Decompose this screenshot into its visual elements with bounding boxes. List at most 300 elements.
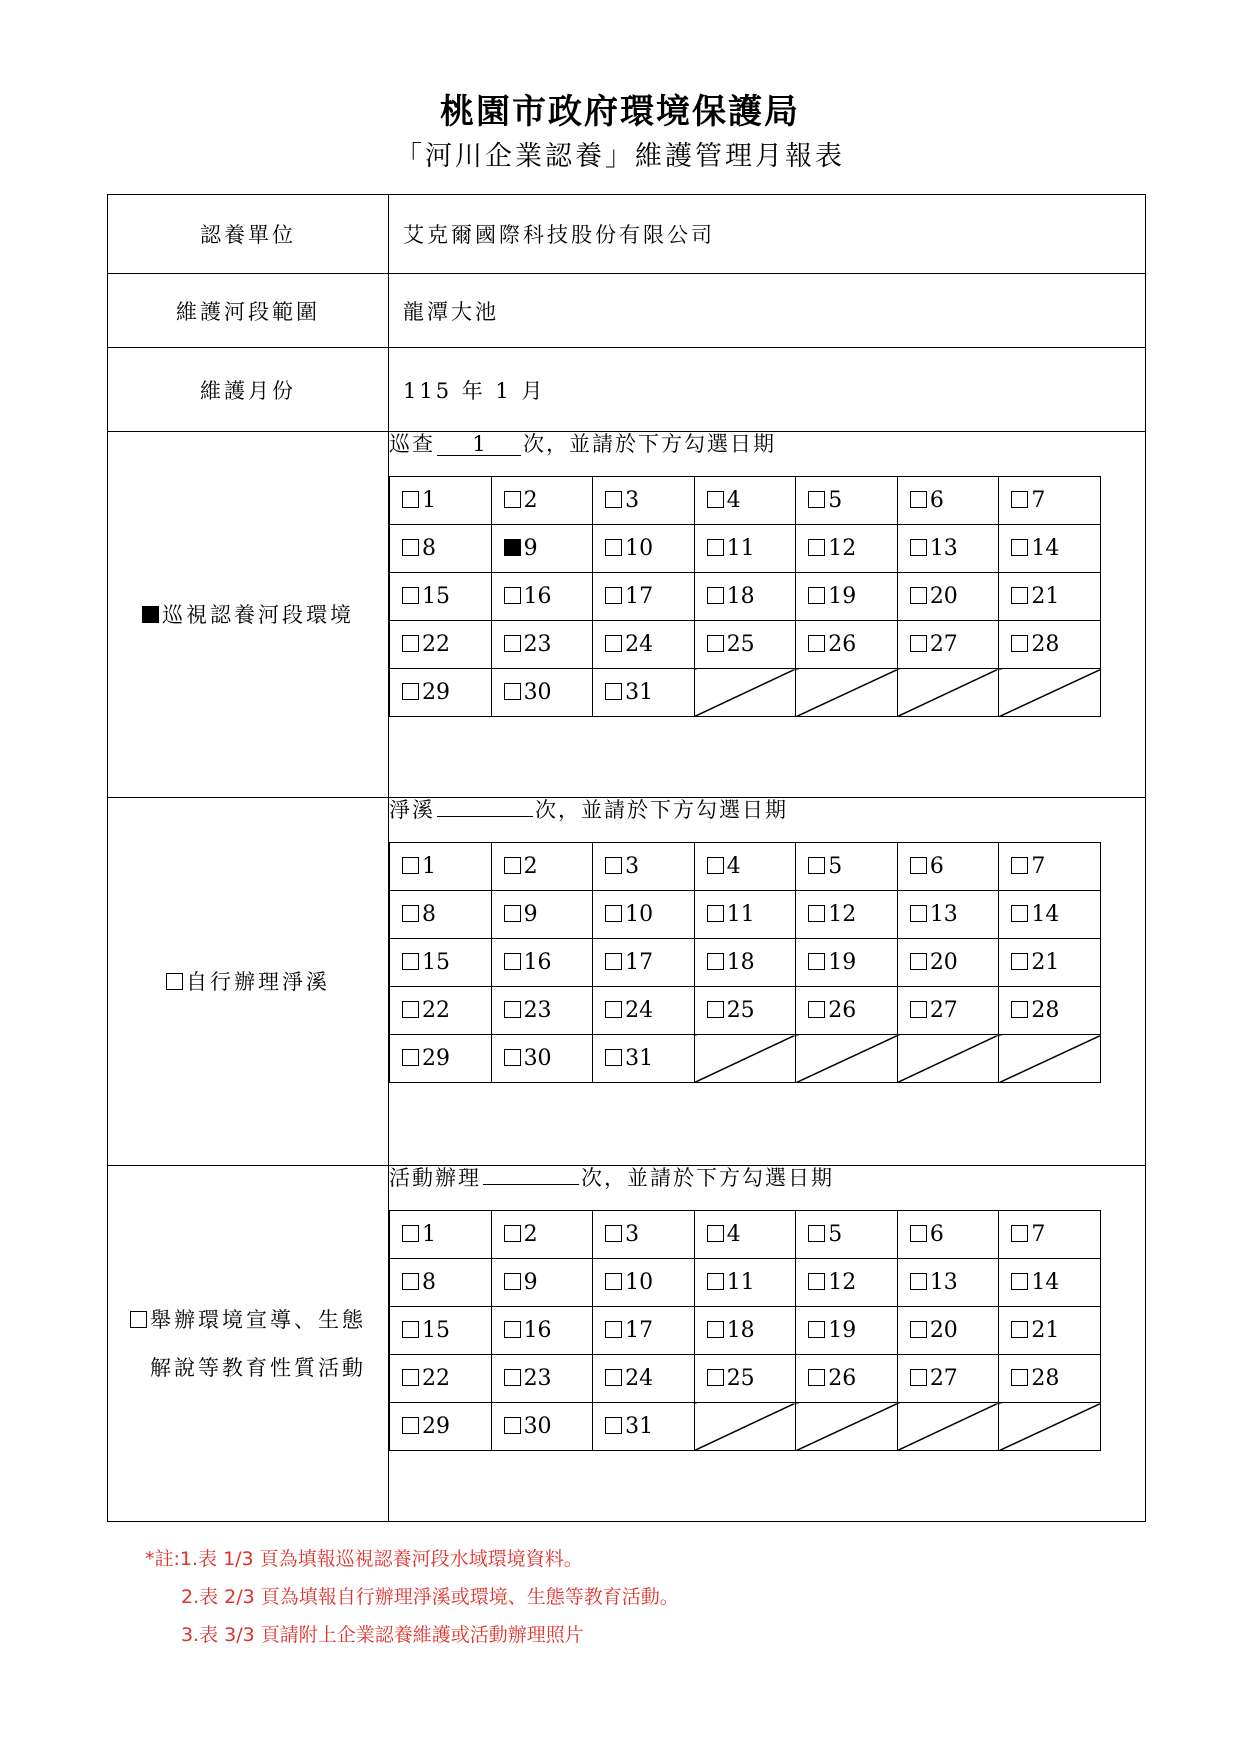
day-cell-21[interactable] [999, 1307, 1101, 1355]
day-cell-12[interactable] [796, 1259, 898, 1307]
day-cell-18[interactable] [694, 1307, 796, 1355]
day-checkbox[interactable] [605, 857, 622, 874]
day-row [390, 1035, 1101, 1083]
day-checkbox[interactable] [504, 683, 521, 700]
day-number: 7 [1031, 854, 1046, 879]
day-cell-26[interactable] [796, 621, 898, 669]
day-cell-31[interactable] [593, 1403, 695, 1451]
day-cell-22[interactable] [390, 621, 492, 669]
day-number: 16 [523, 584, 552, 609]
day-cell-2[interactable] [491, 1211, 593, 1259]
cleanup-count-field[interactable] [437, 816, 533, 817]
day-checkbox[interactable] [808, 587, 825, 604]
day-checkbox[interactable] [504, 539, 521, 556]
day-cell-25[interactable] [694, 1355, 796, 1403]
day-number: 31 [625, 1414, 654, 1439]
day-checkbox[interactable] [402, 635, 419, 652]
day-number: 23 [523, 632, 552, 657]
day-cell-8[interactable] [390, 891, 492, 939]
day-checkbox[interactable] [910, 635, 927, 652]
day-number: 2 [523, 488, 538, 513]
day-checkbox[interactable] [504, 491, 521, 508]
day-checkbox[interactable] [910, 857, 927, 874]
day-cell-9[interactable] [491, 525, 593, 573]
day-number: 15 [422, 1318, 450, 1343]
day-number: 26 [828, 998, 857, 1023]
day-checkbox[interactable] [605, 491, 622, 508]
day-number: 17 [625, 950, 654, 975]
activity-label-line-2: 解說等教育性質活動 [150, 1355, 366, 1380]
day-checkbox[interactable] [910, 491, 927, 508]
patrol-day-grid [389, 476, 1101, 717]
day-cell-11[interactable] [694, 525, 796, 573]
day-number: 11 [726, 536, 755, 561]
day-number: 12 [828, 1270, 857, 1295]
day-checkbox[interactable] [402, 491, 419, 508]
day-cell-18[interactable] [694, 939, 796, 987]
day-number: 6 [929, 1222, 944, 1247]
day-number: 20 [929, 950, 958, 975]
empty-day-cell [694, 1403, 796, 1451]
day-row [390, 573, 1101, 621]
day-number: 1 [422, 854, 436, 879]
day-checkbox[interactable] [402, 1225, 419, 1242]
day-number: 22 [422, 1366, 450, 1391]
report-form [107, 194, 1146, 1522]
day-cell-5[interactable] [796, 843, 898, 891]
day-cell-16[interactable] [491, 1307, 593, 1355]
day-number: 26 [828, 1366, 857, 1391]
day-number: 11 [726, 1270, 755, 1295]
day-cell-17[interactable] [593, 939, 695, 987]
day-cell-26[interactable] [796, 1355, 898, 1403]
day-number: 13 [929, 902, 958, 927]
day-number: 3 [625, 854, 640, 879]
day-checkbox[interactable] [808, 635, 825, 652]
day-number: 5 [828, 854, 843, 879]
day-cell-14[interactable] [999, 891, 1101, 939]
day-number: 13 [929, 1270, 958, 1295]
day-number: 12 [828, 536, 857, 561]
day-checkbox[interactable] [504, 1417, 521, 1434]
day-checkbox[interactable] [605, 953, 622, 970]
cleanup-content [389, 798, 1146, 1166]
day-cell-23[interactable] [491, 1355, 593, 1403]
day-cell-14[interactable] [999, 1259, 1101, 1307]
day-number: 17 [625, 1318, 654, 1343]
day-number: 22 [422, 998, 450, 1023]
day-checkbox[interactable] [707, 539, 724, 556]
day-cell-10[interactable] [593, 525, 695, 573]
day-checkbox[interactable] [910, 1001, 927, 1018]
day-number: 30 [523, 1046, 552, 1071]
day-checkbox[interactable] [605, 1001, 622, 1018]
day-checkbox[interactable] [605, 1417, 622, 1434]
day-number: 3 [625, 488, 640, 513]
day-number: 4 [726, 854, 741, 879]
day-number: 29 [422, 1046, 450, 1071]
day-checkbox[interactable] [402, 1273, 419, 1290]
patrol-count-line [389, 432, 1145, 456]
day-checkbox[interactable] [605, 683, 622, 700]
day-checkbox[interactable] [707, 635, 724, 652]
day-row [390, 1355, 1101, 1403]
day-cell-24[interactable] [593, 1355, 695, 1403]
day-cell-29[interactable] [390, 1035, 492, 1083]
day-checkbox[interactable] [605, 905, 622, 922]
day-checkbox[interactable] [605, 1273, 622, 1290]
day-row [390, 525, 1101, 573]
day-cell-22[interactable] [390, 1355, 492, 1403]
day-cell-27[interactable] [897, 987, 999, 1035]
day-checkbox[interactable] [910, 1369, 927, 1386]
day-checkbox[interactable] [1011, 635, 1028, 652]
day-cell-8[interactable] [390, 525, 492, 573]
day-cell-2[interactable] [491, 477, 593, 525]
day-checkbox[interactable] [504, 1001, 521, 1018]
day-cell-16[interactable] [491, 939, 593, 987]
day-number: 6 [929, 488, 944, 513]
day-cell-17[interactable] [593, 1307, 695, 1355]
day-number: 30 [523, 680, 552, 705]
empty-day-cell [999, 1403, 1101, 1451]
day-checkbox[interactable] [402, 953, 419, 970]
day-checkbox[interactable] [1011, 1321, 1028, 1338]
day-cell-28[interactable] [999, 621, 1101, 669]
day-checkbox[interactable] [402, 1417, 419, 1434]
day-row [390, 621, 1101, 669]
day-checkbox[interactable] [707, 1225, 724, 1242]
day-checkbox[interactable] [707, 953, 724, 970]
day-checkbox[interactable] [504, 1225, 521, 1242]
section-patrol [108, 432, 1146, 798]
cleanup-count-suffix: 次，並請於下方勾選日期 [535, 798, 788, 822]
day-checkbox[interactable] [910, 1321, 927, 1338]
cleanup-label: 自行辦理淨溪 [186, 969, 330, 994]
empty-day-cell [897, 669, 999, 717]
day-number: 19 [828, 1318, 857, 1343]
day-number: 27 [929, 1366, 958, 1391]
day-cell-30[interactable] [491, 1035, 593, 1083]
day-number: 16 [523, 1318, 552, 1343]
day-cell-15[interactable] [390, 1307, 492, 1355]
day-checkbox[interactable] [910, 1225, 927, 1242]
day-row [390, 669, 1101, 717]
day-number: 4 [726, 1222, 741, 1247]
patrol-checkbox[interactable] [142, 606, 159, 623]
day-cell-30[interactable] [491, 1403, 593, 1451]
day-checkbox[interactable] [707, 857, 724, 874]
day-cell-23[interactable] [491, 987, 593, 1035]
day-number: 29 [422, 680, 450, 705]
day-number: 1 [422, 1222, 436, 1247]
cleanup-label-cell [108, 798, 389, 1166]
day-cell-5[interactable] [796, 1211, 898, 1259]
day-cell-31[interactable] [593, 1035, 695, 1083]
day-cell-9[interactable] [491, 891, 593, 939]
day-checkbox[interactable] [402, 1001, 419, 1018]
day-cell-7[interactable] [999, 477, 1101, 525]
day-checkbox[interactable] [402, 905, 419, 922]
day-cell-15[interactable] [390, 573, 492, 621]
info-row-unit [108, 195, 1146, 274]
day-cell-4[interactable] [694, 1211, 796, 1259]
day-cell-30[interactable] [491, 669, 593, 717]
empty-day-cell [897, 1403, 999, 1451]
day-checkbox[interactable] [1011, 1369, 1028, 1386]
day-cell-5[interactable] [796, 477, 898, 525]
day-row [390, 939, 1101, 987]
day-checkbox[interactable] [1011, 953, 1028, 970]
day-checkbox[interactable] [1011, 1001, 1028, 1018]
day-checkbox[interactable] [707, 1001, 724, 1018]
day-cell-8[interactable] [390, 1259, 492, 1307]
day-cell-18[interactable] [694, 573, 796, 621]
day-cell-2[interactable] [491, 843, 593, 891]
day-cell-13[interactable] [897, 1259, 999, 1307]
day-cell-19[interactable] [796, 1307, 898, 1355]
day-checkbox[interactable] [504, 1321, 521, 1338]
day-cell-12[interactable] [796, 525, 898, 573]
empty-day-cell [694, 669, 796, 717]
day-cell-6[interactable] [897, 1211, 999, 1259]
day-number: 8 [422, 1270, 436, 1295]
day-number: 31 [625, 680, 654, 705]
activity-label-line-1: 舉辦環境宣導、生態 [150, 1307, 366, 1332]
day-number: 15 [422, 584, 450, 609]
day-checkbox[interactable] [402, 1321, 419, 1338]
day-checkbox[interactable] [707, 491, 724, 508]
day-checkbox[interactable] [504, 1369, 521, 1386]
day-cell-4[interactable] [694, 477, 796, 525]
day-checkbox[interactable] [910, 587, 927, 604]
patrol-label-cell [108, 432, 389, 798]
day-cell-25[interactable] [694, 987, 796, 1035]
day-checkbox[interactable] [402, 539, 419, 556]
section-cleanup [108, 798, 1146, 1166]
day-number: 10 [625, 536, 654, 561]
day-checkbox[interactable] [504, 857, 521, 874]
day-checkbox[interactable] [605, 1321, 622, 1338]
day-number: 18 [726, 584, 755, 609]
range-label: 維護河段範圍 [108, 274, 389, 348]
org-title: 桃園市政府環境保護局 [440, 92, 800, 132]
day-cell-19[interactable] [796, 573, 898, 621]
info-row-month [108, 348, 1146, 432]
day-number: 2 [523, 1222, 538, 1247]
patrol-count-suffix: 次，並請於下方勾選日期 [523, 432, 776, 456]
day-checkbox[interactable] [504, 953, 521, 970]
day-checkbox[interactable] [910, 1273, 927, 1290]
day-cell-6[interactable] [897, 843, 999, 891]
day-number: 27 [929, 632, 958, 657]
day-checkbox[interactable] [504, 587, 521, 604]
day-checkbox[interactable] [605, 539, 622, 556]
day-cell-10[interactable] [593, 891, 695, 939]
empty-day-cell [999, 1035, 1101, 1083]
range-value: 龍潭大池 [389, 274, 1146, 348]
cleanup-checkbox[interactable] [166, 973, 183, 990]
day-checkbox[interactable] [504, 1049, 521, 1066]
day-cell-23[interactable] [491, 621, 593, 669]
day-checkbox[interactable] [707, 905, 724, 922]
day-number: 8 [422, 902, 436, 927]
day-cell-31[interactable] [593, 669, 695, 717]
day-checkbox[interactable] [808, 1273, 825, 1290]
day-cell-25[interactable] [694, 621, 796, 669]
day-cell-3[interactable] [593, 843, 695, 891]
day-checkbox[interactable] [402, 587, 419, 604]
day-row [390, 843, 1101, 891]
day-checkbox[interactable] [402, 683, 419, 700]
day-number: 1 [422, 488, 436, 513]
day-cell-17[interactable] [593, 573, 695, 621]
day-cell-12[interactable] [796, 891, 898, 939]
day-cell-3[interactable] [593, 477, 695, 525]
day-checkbox[interactable] [707, 1273, 724, 1290]
day-cell-11[interactable] [694, 891, 796, 939]
cleanup-count-line [389, 798, 1145, 822]
day-cell-10[interactable] [593, 1259, 695, 1307]
day-cell-24[interactable] [593, 621, 695, 669]
empty-day-cell [897, 1035, 999, 1083]
day-cell-28[interactable] [999, 987, 1101, 1035]
day-cell-20[interactable] [897, 1307, 999, 1355]
day-cell-11[interactable] [694, 1259, 796, 1307]
day-checkbox[interactable] [402, 1049, 419, 1066]
day-checkbox[interactable] [808, 539, 825, 556]
day-checkbox[interactable] [504, 635, 521, 652]
day-cell-24[interactable] [593, 987, 695, 1035]
day-checkbox[interactable] [1011, 491, 1028, 508]
day-cell-15[interactable] [390, 939, 492, 987]
day-checkbox[interactable] [910, 905, 927, 922]
day-number: 9 [523, 902, 538, 927]
day-number: 28 [1031, 1366, 1060, 1391]
day-cell-21[interactable] [999, 573, 1101, 621]
day-number: 25 [726, 632, 755, 657]
day-cell-9[interactable] [491, 1259, 593, 1307]
day-checkbox[interactable] [1011, 1225, 1028, 1242]
day-cell-20[interactable] [897, 573, 999, 621]
day-checkbox[interactable] [808, 1001, 825, 1018]
day-checkbox[interactable] [1011, 857, 1028, 874]
day-cell-13[interactable] [897, 891, 999, 939]
empty-day-cell [999, 669, 1101, 717]
day-checkbox[interactable] [605, 1049, 622, 1066]
day-checkbox[interactable] [808, 1321, 825, 1338]
patrol-count-field[interactable]: 1 [437, 433, 521, 456]
activity-content [389, 1166, 1146, 1522]
note-1: *註:1.表 1/3 頁為填報巡視認養河段水域環境資料。 [145, 1548, 583, 1570]
day-checkbox[interactable] [707, 1369, 724, 1386]
day-checkbox[interactable] [910, 539, 927, 556]
day-cell-27[interactable] [897, 1355, 999, 1403]
day-checkbox[interactable] [707, 1321, 724, 1338]
day-cell-7[interactable] [999, 1211, 1101, 1259]
day-cell-13[interactable] [897, 525, 999, 573]
day-checkbox[interactable] [1011, 587, 1028, 604]
day-number: 31 [625, 1046, 654, 1071]
day-checkbox[interactable] [605, 1225, 622, 1242]
day-checkbox[interactable] [707, 587, 724, 604]
day-number: 22 [422, 632, 450, 657]
day-checkbox[interactable] [1011, 1273, 1028, 1290]
day-cell-22[interactable] [390, 987, 492, 1035]
day-checkbox[interactable] [808, 953, 825, 970]
day-checkbox[interactable] [1011, 905, 1028, 922]
day-checkbox[interactable] [808, 1369, 825, 1386]
day-cell-1[interactable] [390, 1211, 492, 1259]
day-cell-29[interactable] [390, 669, 492, 717]
day-checkbox[interactable] [808, 905, 825, 922]
day-number: 19 [828, 584, 857, 609]
day-row [390, 1307, 1101, 1355]
day-number: 23 [523, 998, 552, 1023]
day-cell-3[interactable] [593, 1211, 695, 1259]
day-cell-29[interactable] [390, 1403, 492, 1451]
day-number: 15 [422, 950, 450, 975]
day-number: 24 [625, 998, 654, 1023]
day-checkbox[interactable] [605, 587, 622, 604]
form-title: 「河川企業認養」維護管理月報表 [395, 141, 845, 172]
day-number: 17 [625, 584, 654, 609]
day-cell-27[interactable] [897, 621, 999, 669]
patrol-count-prefix: 巡查 [389, 432, 435, 456]
day-checkbox[interactable] [402, 857, 419, 874]
day-checkbox[interactable] [910, 953, 927, 970]
section-activity [108, 1166, 1146, 1522]
day-checkbox[interactable] [1011, 539, 1028, 556]
day-checkbox[interactable] [808, 857, 825, 874]
day-number: 28 [1031, 632, 1060, 657]
day-number: 12 [828, 902, 857, 927]
day-number: 14 [1031, 1270, 1060, 1295]
day-cell-7[interactable] [999, 843, 1101, 891]
day-checkbox[interactable] [605, 635, 622, 652]
day-cell-16[interactable] [491, 573, 593, 621]
day-number: 9 [523, 1270, 538, 1295]
day-number: 6 [929, 854, 944, 879]
day-cell-28[interactable] [999, 1355, 1101, 1403]
empty-day-cell [796, 1035, 898, 1083]
day-cell-6[interactable] [897, 477, 999, 525]
day-checkbox[interactable] [402, 1369, 419, 1386]
day-cell-20[interactable] [897, 939, 999, 987]
day-cell-26[interactable] [796, 987, 898, 1035]
day-number: 8 [422, 536, 436, 561]
day-number: 10 [625, 1270, 654, 1295]
day-cell-1[interactable] [390, 843, 492, 891]
day-checkbox[interactable] [808, 491, 825, 508]
month-label: 維護月份 [108, 348, 389, 432]
day-number: 5 [828, 488, 843, 513]
day-cell-4[interactable] [694, 843, 796, 891]
day-checkbox[interactable] [504, 1273, 521, 1290]
day-row [390, 987, 1101, 1035]
day-cell-19[interactable] [796, 939, 898, 987]
day-checkbox[interactable] [504, 905, 521, 922]
day-cell-14[interactable] [999, 525, 1101, 573]
day-cell-1[interactable] [390, 477, 492, 525]
day-cell-21[interactable] [999, 939, 1101, 987]
activity-checkbox[interactable] [130, 1311, 147, 1328]
day-checkbox[interactable] [808, 1225, 825, 1242]
day-number: 18 [726, 1318, 755, 1343]
activity-count-field[interactable] [483, 1184, 579, 1185]
day-checkbox[interactable] [605, 1369, 622, 1386]
patrol-content [389, 432, 1146, 798]
